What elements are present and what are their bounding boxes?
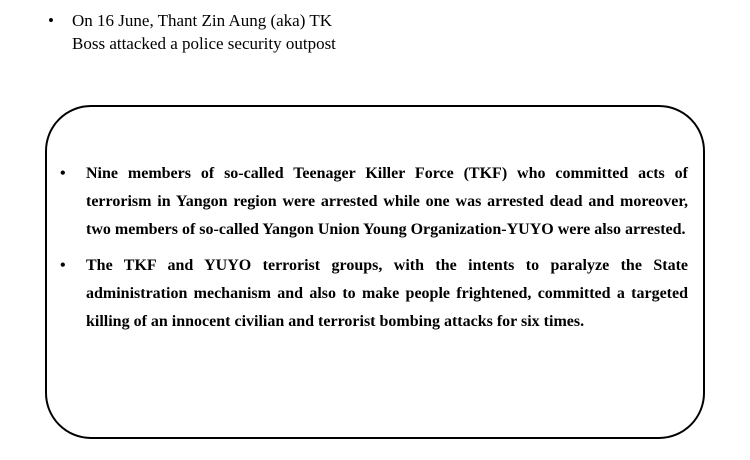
list-item-text: The TKF and YUYO terrorist groups, with the intents to paralyze the State administration mechanism and also to make people frightened, committed a targeted killing of an innocent civilian and terrorist bombing attacks for six times. (86, 257, 688, 330)
boxed-bullet-list (60, 160, 688, 344)
top-bullet-text: On 16 June, Thant Zin Aung (aka) TK Boss attacked a police security outpost (72, 11, 336, 53)
bullet-marker: • (60, 165, 66, 182)
top-bullet-item (48, 9, 388, 55)
bullet-marker: • (48, 11, 54, 30)
list-item (60, 252, 688, 336)
bullet-marker: • (60, 257, 66, 274)
list-item (60, 160, 688, 244)
list-item-text: Nine members of so-called Teenager Killer Force (TKF) who committed acts of terrorism in Yangon region were arrested while one was arrested dead and moreover, two members of so-called Yangon Union Young Organization-YUYO were also arrested. (86, 165, 688, 238)
